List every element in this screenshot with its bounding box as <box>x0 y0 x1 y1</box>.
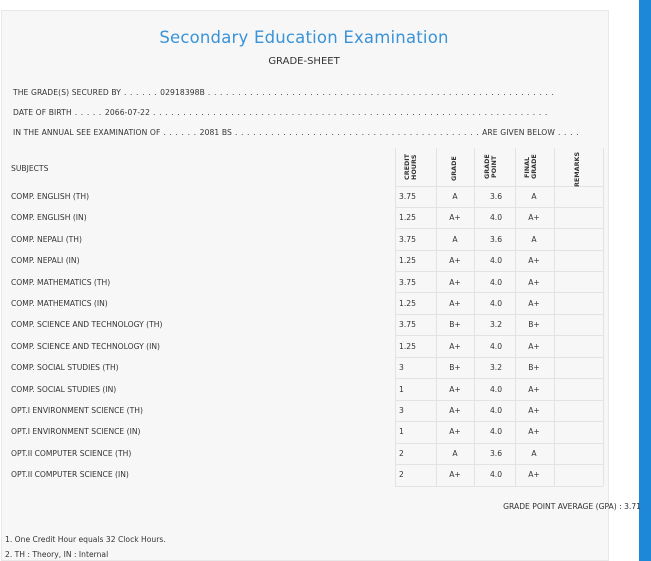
grade-point-cell: 3.6 <box>489 234 503 244</box>
grade-cell: A+ <box>449 213 461 223</box>
subject-cell: OPT.II COMPUTER SCIENCE (IN) <box>11 470 129 480</box>
grade-cell: A+ <box>449 406 461 415</box>
grade-cell: A+ <box>449 427 461 437</box>
table-row <box>0 421 608 442</box>
subject-cell: COMP. SOCIAL STUDIES (IN) <box>11 384 117 394</box>
final-grade-header: FINAL GRADE <box>523 154 538 180</box>
table-row <box>0 379 608 400</box>
secured-by-line: THE GRADE(S) SECURED BY . . . . . . 02918398B . . . . . . . . . . . . . . . . . . . . . . . . . . . . . . . . . . . . . . . . . . . . . . . . . . . . . . . . . . <box>13 88 555 97</box>
credit-hours-cell: 1.25 <box>399 341 416 351</box>
grade-cell: A+ <box>449 341 461 351</box>
exam-title: Secondary Education Examination <box>159 28 449 47</box>
table-row <box>0 293 608 314</box>
grade-point-cell: 3.6 <box>489 192 503 201</box>
final-grade-cell: A+ <box>528 213 540 223</box>
dob-label: DATE OF BIRTH <box>13 108 72 117</box>
credit-hours-cell: 2 <box>399 448 404 458</box>
subject-cell: COMP. ENGLISH (IN) <box>11 213 87 223</box>
final-grade-cell: A+ <box>528 277 540 287</box>
final-grade-cell: B+ <box>528 320 540 330</box>
grade-point-cell: 3.6 <box>489 448 503 458</box>
given-below-label: ARE GIVEN BELOW <box>482 128 555 137</box>
final-grade-cell: A <box>531 234 537 244</box>
note-credit-hour: 1. One Credit Hour equals 32 Clock Hours. <box>5 535 166 544</box>
final-grade-cell: A+ <box>528 341 540 351</box>
credit-hours-header: CREDIT HOURS <box>403 153 418 181</box>
secured-by-label: THE GRADE(S) SECURED BY <box>13 88 121 97</box>
subject-cell: COMP. MATHEMATICS (TH) <box>11 277 111 287</box>
grade-cell: A <box>452 192 458 201</box>
grade-cell: A+ <box>449 277 461 287</box>
subject-cell: COMP. MATHEMATICS (IN) <box>11 299 108 308</box>
grade-cell: A+ <box>449 256 461 266</box>
grade-cell: B+ <box>449 363 461 373</box>
credit-hours-cell: 3.75 <box>399 320 416 330</box>
grade-point-cell: 4.0 <box>489 470 503 480</box>
credit-hours-cell: 1 <box>399 427 404 437</box>
final-grade-cell: B+ <box>528 363 540 373</box>
subject-cell: OPT.I ENVIRONMENT SCIENCE (IN) <box>11 427 141 437</box>
final-grade-cell: A <box>531 448 537 458</box>
grade-cell: B+ <box>449 320 461 330</box>
table-row <box>0 336 608 357</box>
symbol-number: 02918398B <box>160 88 205 97</box>
credit-hours-cell: 3.75 <box>399 277 416 287</box>
final-grade-cell: A+ <box>528 427 540 437</box>
table-row <box>0 314 608 335</box>
final-grade-cell: A+ <box>528 299 540 308</box>
gpa-summary: GRADE POINT AVERAGE (GPA) : 3.71 <box>503 502 641 511</box>
subject-cell: COMP. NEPALI (TH) <box>11 234 82 244</box>
table-row <box>0 443 608 464</box>
table-row <box>0 229 608 250</box>
exam-line: IN THE ANNUAL SEE EXAMINATION OF . . . . . . 2081 BS . . . . . . . . . . . . . . . . . . . . . . . . . . . . . . . . . . . . . . . . . ARE GIVEN BELOW . . . . <box>13 128 580 137</box>
credit-hours-cell: 3.75 <box>399 192 416 201</box>
grade-cell: A <box>452 234 458 244</box>
table-row <box>0 207 608 228</box>
grade-cell: A+ <box>449 384 461 394</box>
final-grade-cell: A+ <box>528 256 540 266</box>
grade-point-cell: 3.2 <box>489 320 503 330</box>
final-grade-cell: A+ <box>528 406 540 415</box>
grade-header: GRADE <box>450 156 458 182</box>
credit-hours-cell: 2 <box>399 470 404 480</box>
grade-point-cell: 4.0 <box>489 213 503 223</box>
note-abbreviations: 2. TH : Theory, IN : Internal <box>5 550 109 559</box>
grade-point-header: GRADE POINT <box>483 154 498 180</box>
table-row <box>0 250 608 271</box>
table-row <box>0 400 608 421</box>
scrollbar-track[interactable] <box>639 0 651 561</box>
table-row <box>0 357 608 378</box>
grade-point-cell: 3.2 <box>489 363 503 373</box>
subject-cell: COMP. NEPALI (IN) <box>11 256 80 266</box>
remarks-header: REMARKS <box>573 151 581 187</box>
credit-hours-cell: 3 <box>399 363 404 373</box>
grade-point-cell: 4.0 <box>489 427 503 437</box>
credit-hours-cell: 1.25 <box>399 299 416 308</box>
credit-hours-cell: 3.75 <box>399 234 416 244</box>
grade-point-cell: 4.0 <box>489 384 503 394</box>
subject-cell: COMP. SCIENCE AND TECHNOLOGY (TH) <box>11 320 163 330</box>
grade-sheet-heading: GRADE-SHEET <box>268 56 340 67</box>
grade-point-cell: 4.0 <box>489 277 503 287</box>
credit-hours-cell: 1.25 <box>399 213 416 223</box>
grade-point-cell: 4.0 <box>489 406 503 415</box>
table-row <box>0 464 608 485</box>
credit-hours-cell: 1 <box>399 384 404 394</box>
final-grade-cell: A+ <box>528 384 540 394</box>
exam-label: IN THE ANNUAL SEE EXAMINATION OF <box>13 128 161 137</box>
credit-hours-cell: 1.25 <box>399 256 416 266</box>
grade-point-cell: 4.0 <box>489 299 503 308</box>
grade-cell: A <box>452 448 458 458</box>
subjects-header: SUBJECTS <box>11 164 49 173</box>
exam-year: 2081 BS <box>199 128 232 137</box>
subject-cell: COMP. SCIENCE AND TECHNOLOGY (IN) <box>11 341 160 351</box>
grade-point-cell: 4.0 <box>489 341 503 351</box>
subject-cell: OPT.I ENVIRONMENT SCIENCE (TH) <box>11 406 143 415</box>
final-grade-cell: A <box>531 192 537 201</box>
subject-cell: COMP. SOCIAL STUDIES (TH) <box>11 363 119 373</box>
subject-cell: OPT.II COMPUTER SCIENCE (TH) <box>11 448 132 458</box>
credit-hours-cell: 3 <box>399 406 404 415</box>
table-row <box>0 186 608 207</box>
grade-cell: A+ <box>449 470 461 480</box>
table-row <box>0 272 608 293</box>
final-grade-cell: A+ <box>528 470 540 480</box>
subject-cell: COMP. ENGLISH (TH) <box>11 192 90 201</box>
dob-line: DATE OF BIRTH . . . . . 2066-07-22 . . . . . . . . . . . . . . . . . . . . . . . . . . . . . . . . . . . . . . . . . . . . . . . . . . . . . . . . . . . . . . . . . . <box>13 108 548 117</box>
grade-cell: A+ <box>449 299 461 308</box>
dob-value: 2066-07-22 <box>104 108 151 117</box>
grade-point-cell: 4.0 <box>489 256 503 266</box>
